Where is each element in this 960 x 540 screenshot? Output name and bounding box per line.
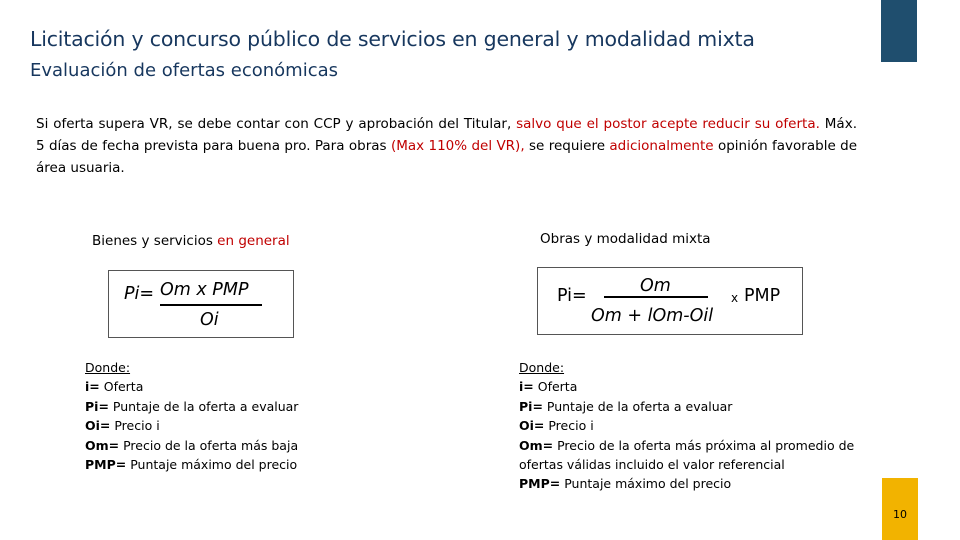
left-formula-numerator: Om x PMP	[160, 280, 249, 300]
right-formula-lhs: Pi=	[557, 286, 587, 306]
right-legend-item: PMP= Puntaje máximo del precio	[519, 476, 732, 492]
top-accent-bar	[881, 0, 917, 62]
left-heading-red: en general	[217, 233, 290, 249]
left-formula-lhs: Pi=	[124, 284, 155, 304]
left-legend-item: i= Oferta	[85, 379, 144, 395]
left-legend-item: Oi= Precio i	[85, 418, 160, 434]
right-legend-item: i= Oferta	[519, 379, 578, 395]
right-legend-item: Oi= Precio i	[519, 418, 594, 434]
left-legend-item: Om= Precio de la oferta más baja	[85, 437, 299, 453]
right-legend-title: Donde:	[519, 360, 565, 375]
intro-text-6: adicionalmente	[609, 138, 714, 154]
left-legend-item: PMP= Puntaje máximo del precio	[85, 457, 298, 473]
left-legend	[85, 358, 345, 474]
right-formula-denominator: Om + lOm-Oil	[591, 306, 714, 326]
right-formula-times: x	[731, 291, 739, 305]
left-heading	[92, 233, 290, 249]
left-fraction-bar	[160, 304, 262, 306]
intro-text-3: Máx. 5 días de fecha prevista para buena pro. Para obras	[36, 116, 857, 154]
slide-subtitle: Evaluación de ofertas económicas	[30, 60, 339, 81]
page-number: 10	[893, 508, 907, 521]
intro-text-2: salvo que el postor acepte reducir su oferta.	[516, 116, 820, 132]
intro-paragraph	[36, 113, 857, 179]
left-legend-title: Donde:	[85, 360, 131, 375]
right-legend-item: Pi= Puntaje de la oferta a evaluar	[519, 398, 733, 414]
slide-title: Licitación y concurso público de servicios en general y modalidad mixta	[30, 27, 755, 51]
left-formula-denominator: Oi	[200, 310, 219, 330]
left-heading-prefix: Bienes y servicios	[92, 233, 218, 249]
right-fraction-bar	[604, 296, 708, 298]
left-legend-item: Pi= Puntaje de la oferta a evaluar	[85, 398, 299, 414]
right-formula-numerator: Om	[640, 276, 671, 296]
intro-text-7: opinión favorable de área usuaria.	[36, 138, 857, 176]
intro-text-1: Si oferta supera VR, se debe contar con CCP y aprobación del Titular,	[36, 116, 517, 132]
right-formula-pmp: PMP	[744, 286, 781, 306]
right-legend-item: Om= Precio de la oferta más próxima al promedio de ofertas válidas incluido el valor referencial	[519, 437, 855, 473]
intro-text-4: (Max 110% del VR),	[390, 138, 525, 154]
right-legend	[519, 358, 874, 494]
intro-text-5: se requiere	[524, 138, 610, 154]
right-heading: Obras y modalidad mixta	[540, 231, 711, 247]
